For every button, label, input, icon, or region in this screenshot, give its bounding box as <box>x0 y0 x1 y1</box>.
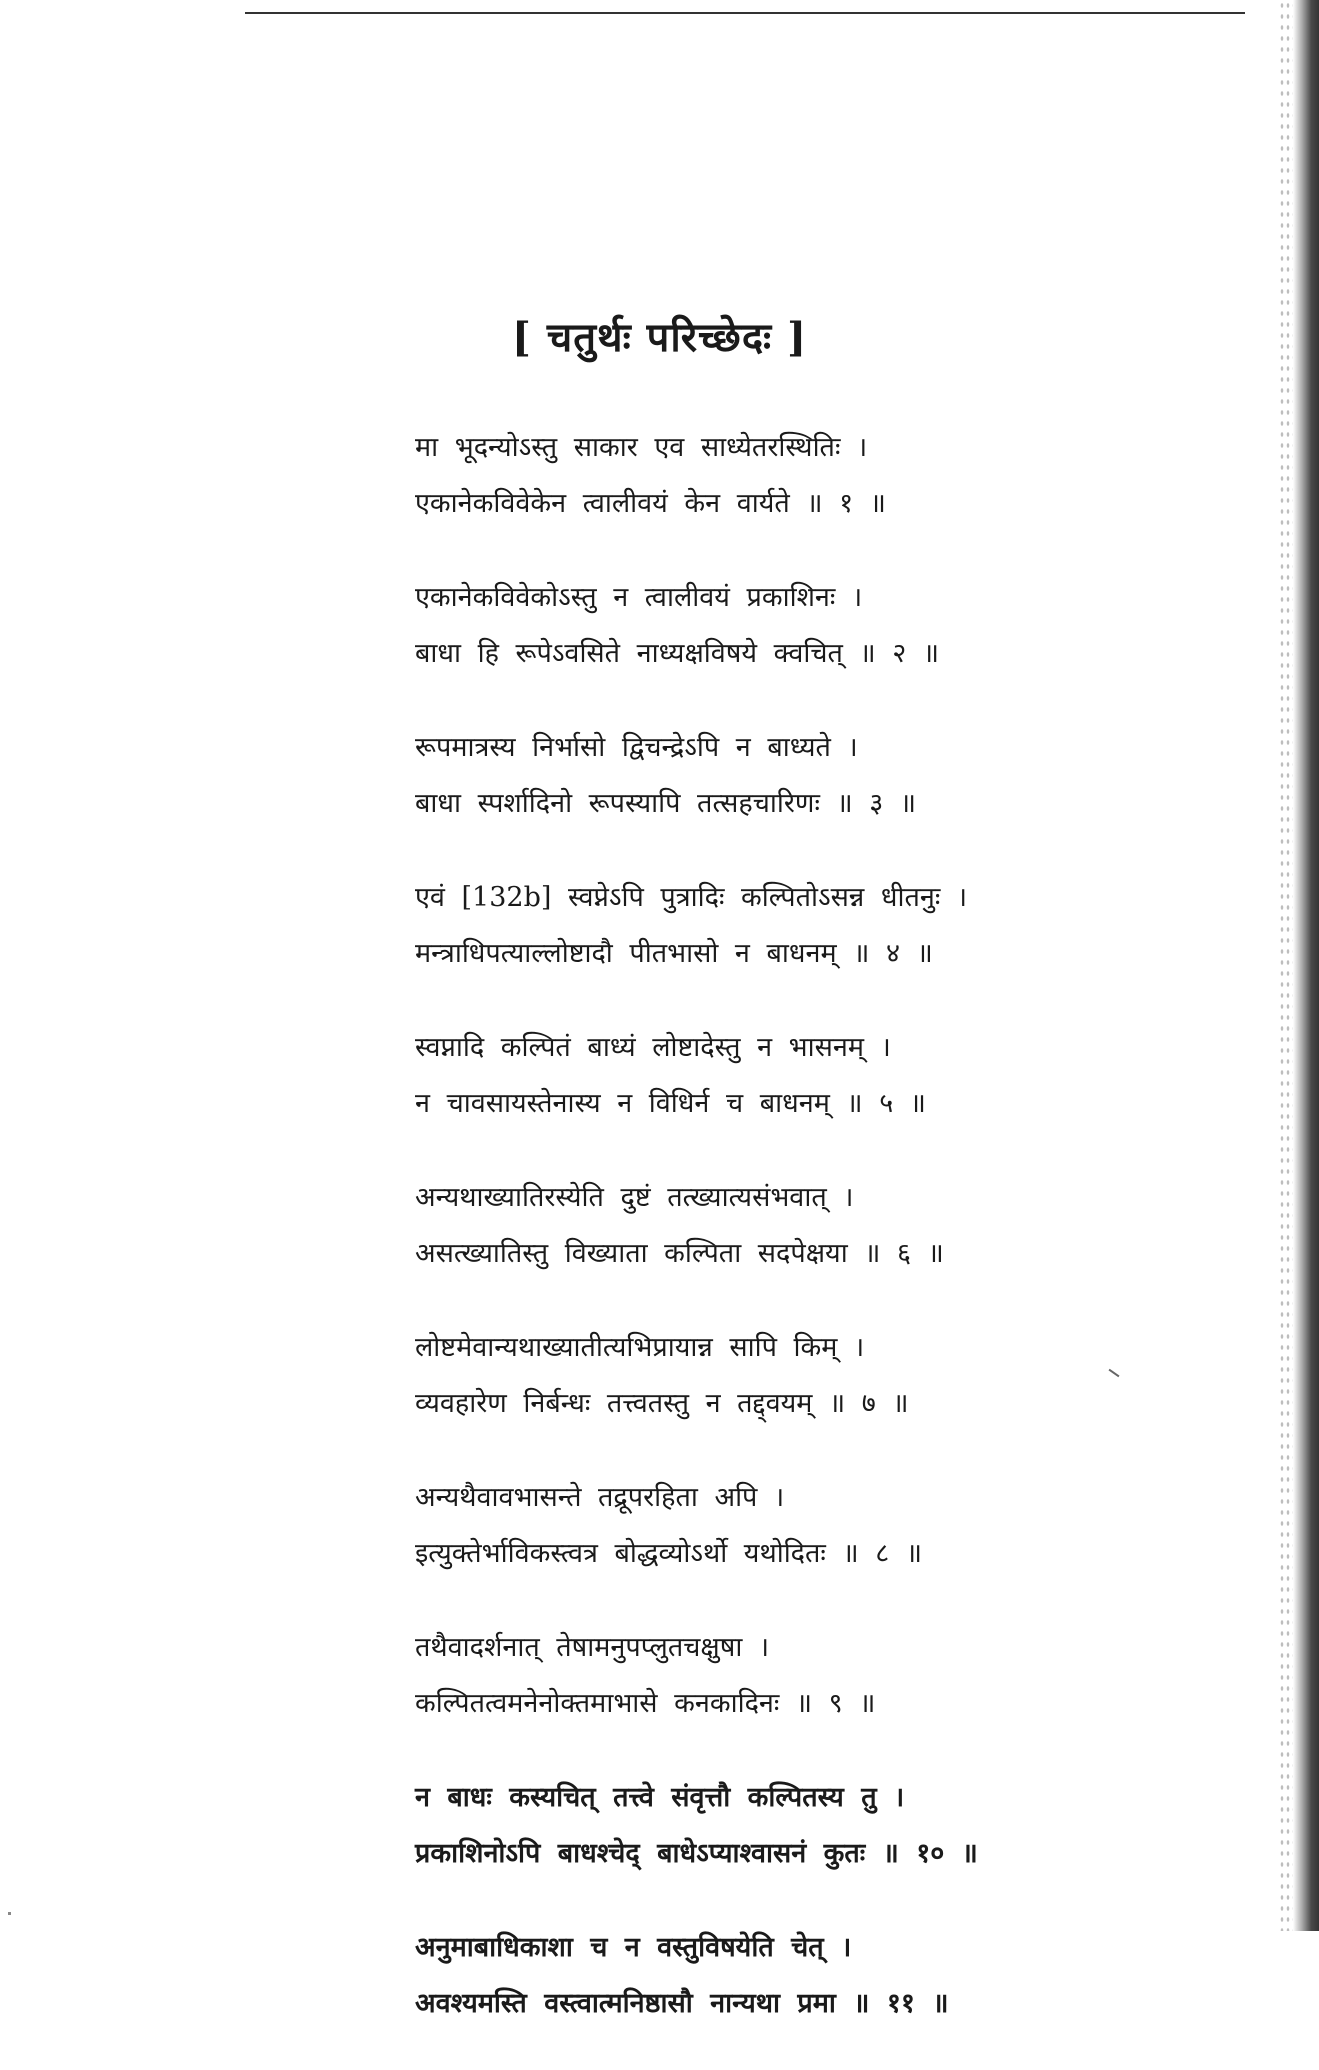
verse-line: अनुमाबाधिकाशा च न वस्तुविषयेति चेत् । <box>415 1932 852 1963</box>
verse-line: स्वप्नादि कल्पितं बाध्यं लोष्टादेस्तु न भासनम् । <box>415 1032 891 1063</box>
verse-1 <box>415 420 1035 532</box>
verse-line: बाधा हि रूपेऽवसिते नाध्यक्षविषये क्वचित् ॥ २ ॥ <box>415 638 940 669</box>
verse-line: लोष्टमेवान्यथाख्यातीत्यभिप्रायान्न सापि किम् । <box>415 1332 865 1363</box>
scan-dot <box>8 1912 11 1915</box>
verse-11 <box>415 1920 1035 2032</box>
verse-10 <box>415 1770 1035 1882</box>
verse-line: अन्यथैवावभासन्ते तद्रूपरहिता अपि । <box>415 1482 785 1513</box>
verse-line: अन्यथाख्यातिरस्येति दुष्टं तत्ख्यात्यसंभवात् । <box>415 1182 854 1213</box>
verse-line: तथैवादर्शनात् तेषामनुपप्लुतचक्षुषा । <box>415 1632 770 1663</box>
verse-6 <box>415 1170 1035 1282</box>
verse-line: बाधा स्पर्शादिनो रूपस्यापि तत्सहचारिणः ॥ ३ ॥ <box>415 788 917 819</box>
verse-7 <box>415 1320 1035 1432</box>
verse-line: प्रकाशिनोऽपि बाधश्चेद् बाधेऽप्याश्वासनं कुतः ॥ १० ॥ <box>415 1838 978 1869</box>
verse-9 <box>415 1620 1035 1732</box>
verse-line: कल्पितत्वमनेनोक्तमाभासे कनकादिनः ॥ ९ ॥ <box>415 1688 876 1719</box>
verse-line: व्यवहारेण निर्बन्धः तत्त्वतस्तु न तद्द्वयम् ॥ ७ ॥ <box>415 1388 909 1419</box>
verse-line: न बाधः कस्यचित् तत्त्वे संवृत्तौ कल्पितस्य तु । <box>415 1782 905 1813</box>
verse-line: मन्त्राधिपत्याल्लोष्टादौ पीतभासो न बाधनम् ॥ ४ ॥ <box>415 938 933 969</box>
verse-line: एकानेकविवेकोऽस्तु न त्वालीवयं प्रकाशिनः । <box>415 582 863 613</box>
verse-line: मा भूदन्योऽस्तु साकार एव साध्येतरस्थितिः । <box>415 432 868 463</box>
chapter-heading: [ चतुर्थः परिच्छेदः ] <box>512 314 807 361</box>
verse-4 <box>415 870 1035 982</box>
verse-2 <box>415 570 1035 682</box>
page-edge-shadow <box>1293 0 1319 1931</box>
verse-line: एकानेकविवेकेन त्वालीवयं केन वार्यते ॥ १ ॥ <box>415 488 886 519</box>
verse-5 <box>415 1020 1035 1132</box>
page-edge-speckle <box>1279 0 1293 1931</box>
verse-list <box>415 420 1035 2070</box>
verse-line: इत्युक्तेर्भाविकस्त्वत्र बोद्धव्योऽर्थो यथोदितः ॥ ८ ॥ <box>415 1538 923 1569</box>
verse-line: एवं [132b] स्वप्नेऽपि पुत्रादिः कल्पितोऽसन्न धीतनुः । <box>415 882 968 913</box>
verse-line: अवश्यमस्ति वस्त्वात्मनिष्ठासौ नान्यथा प्रमा ॥ ११ ॥ <box>415 1988 949 2019</box>
verse-8 <box>415 1470 1035 1582</box>
verse-line: रूपमात्रस्य निर्भासो द्विचन्द्रेऽपि न बाध्यते । <box>415 732 858 763</box>
top-rule <box>245 12 1245 14</box>
verse-line: न चावसायस्तेनास्य न विधिर्न च बाधनम् ॥ ५ ॥ <box>415 1088 926 1119</box>
verse-3 <box>415 720 1035 832</box>
verse-line: असत्ख्यातिस्तु विख्याता कल्पिता सदपेक्षया ॥ ६ ॥ <box>415 1238 944 1269</box>
stray-mark <box>1109 1369 1120 1378</box>
